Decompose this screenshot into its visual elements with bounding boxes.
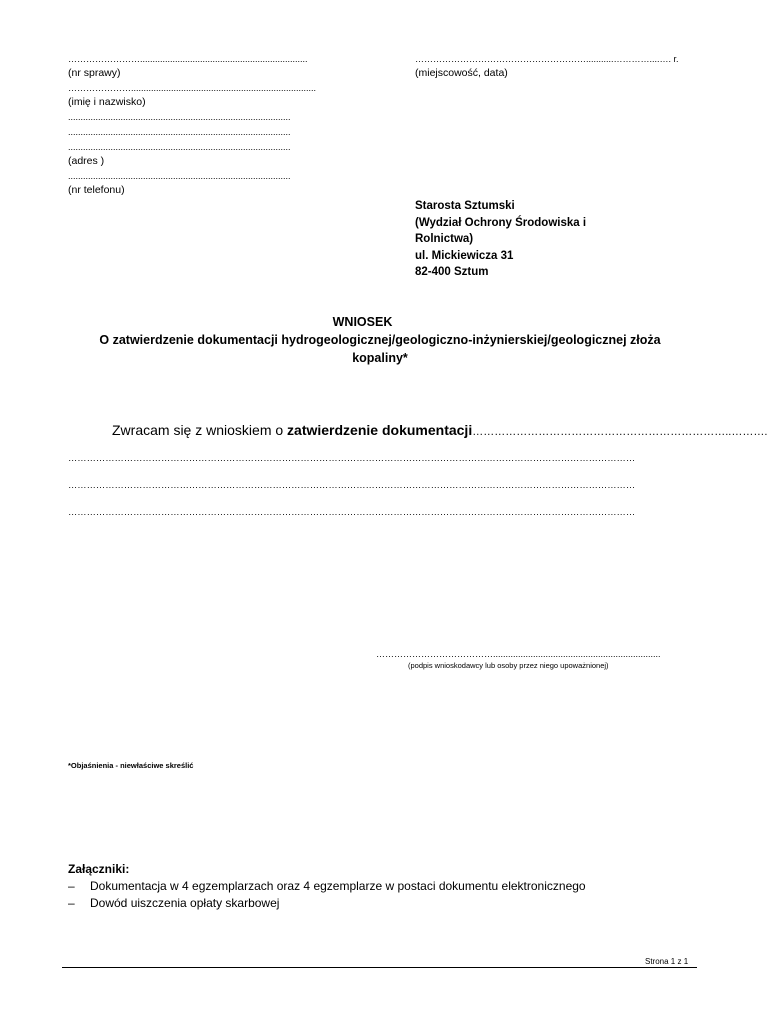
request-line-dots-3: ………………………………………………………………………………………………………………………………………………………………… (68, 507, 636, 517)
bullet: – (68, 896, 75, 910)
attachment-item-1 (68, 879, 586, 893)
request-sentence (112, 422, 767, 438)
name-label: (imię i nazwisko) (68, 96, 146, 108)
recipient-line-4: ul. Mickiewicza 31 (415, 249, 514, 262)
recipient-line-3: Rolnictwa) (415, 233, 474, 245)
bullet: – (68, 879, 75, 893)
place-date-dots: …………………………………………………...........…………....…. r. (415, 54, 679, 64)
signature-label: (podpis wnioskodawcy lub osoby przez niego upoważnionej) (408, 661, 609, 670)
request-prefix: Zwracam się z wnioskiem o (112, 422, 288, 438)
phone-label: (nr telefonu) (68, 184, 125, 196)
document-subtitle-line-2: kopaliny* (352, 351, 408, 365)
recipient-line-2: (Wydział Ochrony Środowiska i (415, 216, 587, 229)
request-bold: zatwierdzenie dokumentacji (287, 422, 473, 438)
recipient-line-1: Starosta Sztumski (415, 200, 515, 212)
address-dots-2: ......................................................................................... (68, 127, 291, 137)
case-number-dots: ……………………................................................................... (68, 54, 308, 64)
document-title: WNIOSEK (332, 315, 393, 329)
phone-dots: ......................................................................................... (68, 171, 291, 181)
footnote: *Objaśnienia - niewłaściwe skreślić (68, 761, 194, 770)
case-number-label: (nr sprawy) (68, 67, 121, 79)
recipient-line-5: 82-400 Sztum (415, 266, 489, 278)
place-date-label: (miejscowość, data) (415, 67, 508, 79)
signature-dots: …………………………………................................................................... (376, 649, 661, 659)
name-dots: ………………….......................................................................... (68, 83, 317, 93)
document-subtitle-line-1: O zatwierdzenie dokumentacji hydrogeologicznej/geologiczno-inżynierskiej/geologicznej złoża (99, 333, 661, 347)
request-line-dots-2: ………………………………………………………………………………………………………………………………………………………………… (68, 480, 636, 490)
page-number: Strona 1 z 1 (645, 957, 689, 966)
recipient-address (415, 198, 586, 281)
address-dots-3: ......................................................................................... (68, 142, 291, 152)
address-label: (adres ) (68, 155, 105, 167)
address-dots-1: ......................................................................................... (68, 112, 291, 122)
request-line-dots-1: ………………………………………………………………………………………………………………………………………………………………… (68, 453, 636, 463)
attachment-item-1-text: Dokumentacja w 4 egzemplarzach oraz 4 egzemplarze w postaci dokumentu elektronicznego (90, 879, 586, 893)
attachment-item-2 (68, 896, 279, 910)
request-suffix-dots: ……………………………………………………………..………. (472, 426, 767, 438)
attachments-heading: Załączniki: (68, 862, 130, 876)
attachment-item-2-text: Dowód uiszczenia opłaty skarbowej (90, 896, 280, 910)
footer-divider (62, 967, 697, 968)
